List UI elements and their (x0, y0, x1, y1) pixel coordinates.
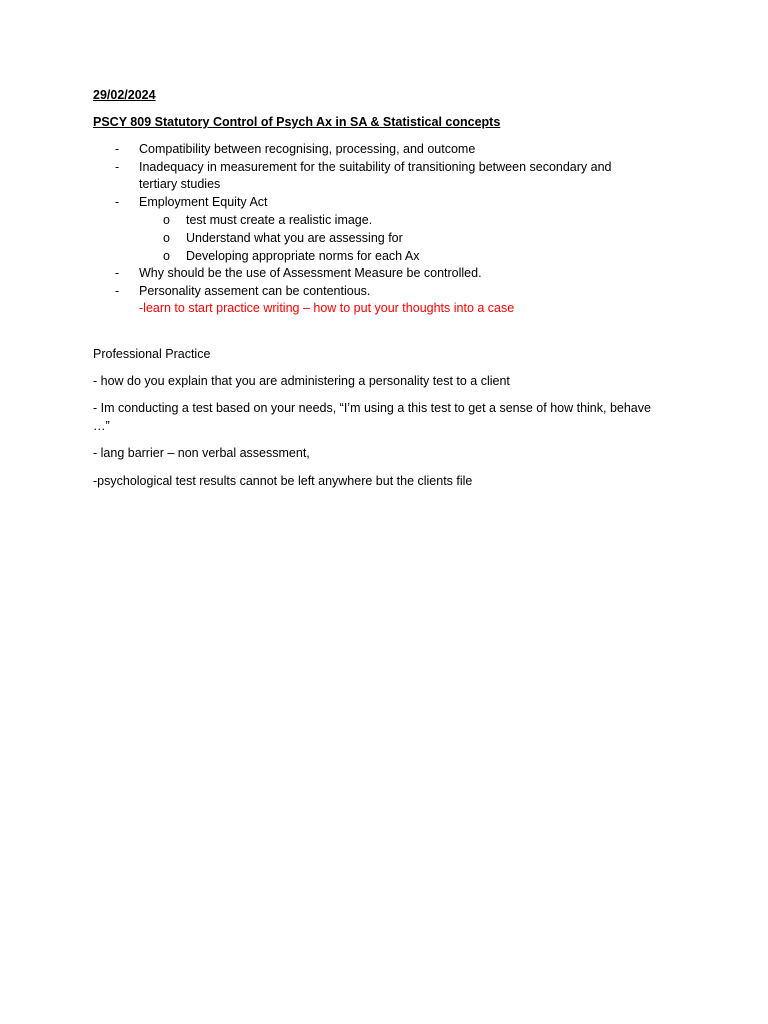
list-item-text: Why should be the use of Assessment Measure be controlled. (139, 266, 482, 280)
bullet-list (93, 141, 683, 318)
paragraph: - how do you explain that you are administering a personality test to a client (93, 373, 510, 388)
dash-marker: - (115, 142, 120, 156)
dash-marker: - (115, 194, 120, 209)
list-item (93, 194, 683, 212)
document-page (93, 86, 683, 490)
list-item-text: Inadequacy in measurement for the suitability of transitioning between secondary and (139, 159, 612, 174)
paragraph: -psychological test results cannot be left anywhere but the clients file (93, 473, 473, 488)
list-item (93, 283, 683, 301)
paragraph-line: - Im conducting a test based on your needs, “I’m using a this test to get a sense of how think, behave (93, 401, 651, 415)
list-item-text-continuation: tertiary studies (139, 177, 221, 191)
list-item (93, 141, 683, 159)
paragraph: - lang barrier – non verbal assessment, (93, 446, 310, 460)
document-title: PSCY 809 Statutory Control of Psych Ax in SA & Statistical concepts (93, 115, 501, 129)
sub-list-item (93, 247, 683, 265)
section-heading: Professional Practice (93, 346, 211, 361)
red-note: -learn to start practice writing – how to put your thoughts into a case (139, 301, 515, 315)
list-item-text: Compatibility between recognising, processing, and outcome (139, 142, 476, 156)
list-item-text: Employment Equity Act (139, 194, 268, 209)
sub-list-item (93, 211, 683, 229)
list-item-text: Personality assement can be contentious. (139, 283, 371, 298)
circle-marker: o (163, 249, 170, 263)
paragraph-line-continuation: …” (93, 418, 110, 433)
dash-marker: - (115, 266, 120, 280)
circle-marker: o (163, 213, 170, 227)
list-item (93, 159, 683, 194)
list-item (93, 265, 683, 283)
sub-list-item-text: test must create a realistic image. (186, 213, 373, 227)
circle-marker: o (163, 231, 170, 245)
dash-marker: - (115, 283, 120, 298)
paragraph (93, 400, 683, 435)
sub-list-item (93, 229, 683, 247)
dash-marker: - (115, 159, 120, 174)
sub-list-item-text: Understand what you are assessing for (186, 231, 403, 245)
document-date: 29/02/2024 (93, 88, 156, 102)
sub-list-item-text: Developing appropriate norms for each Ax (186, 249, 420, 263)
